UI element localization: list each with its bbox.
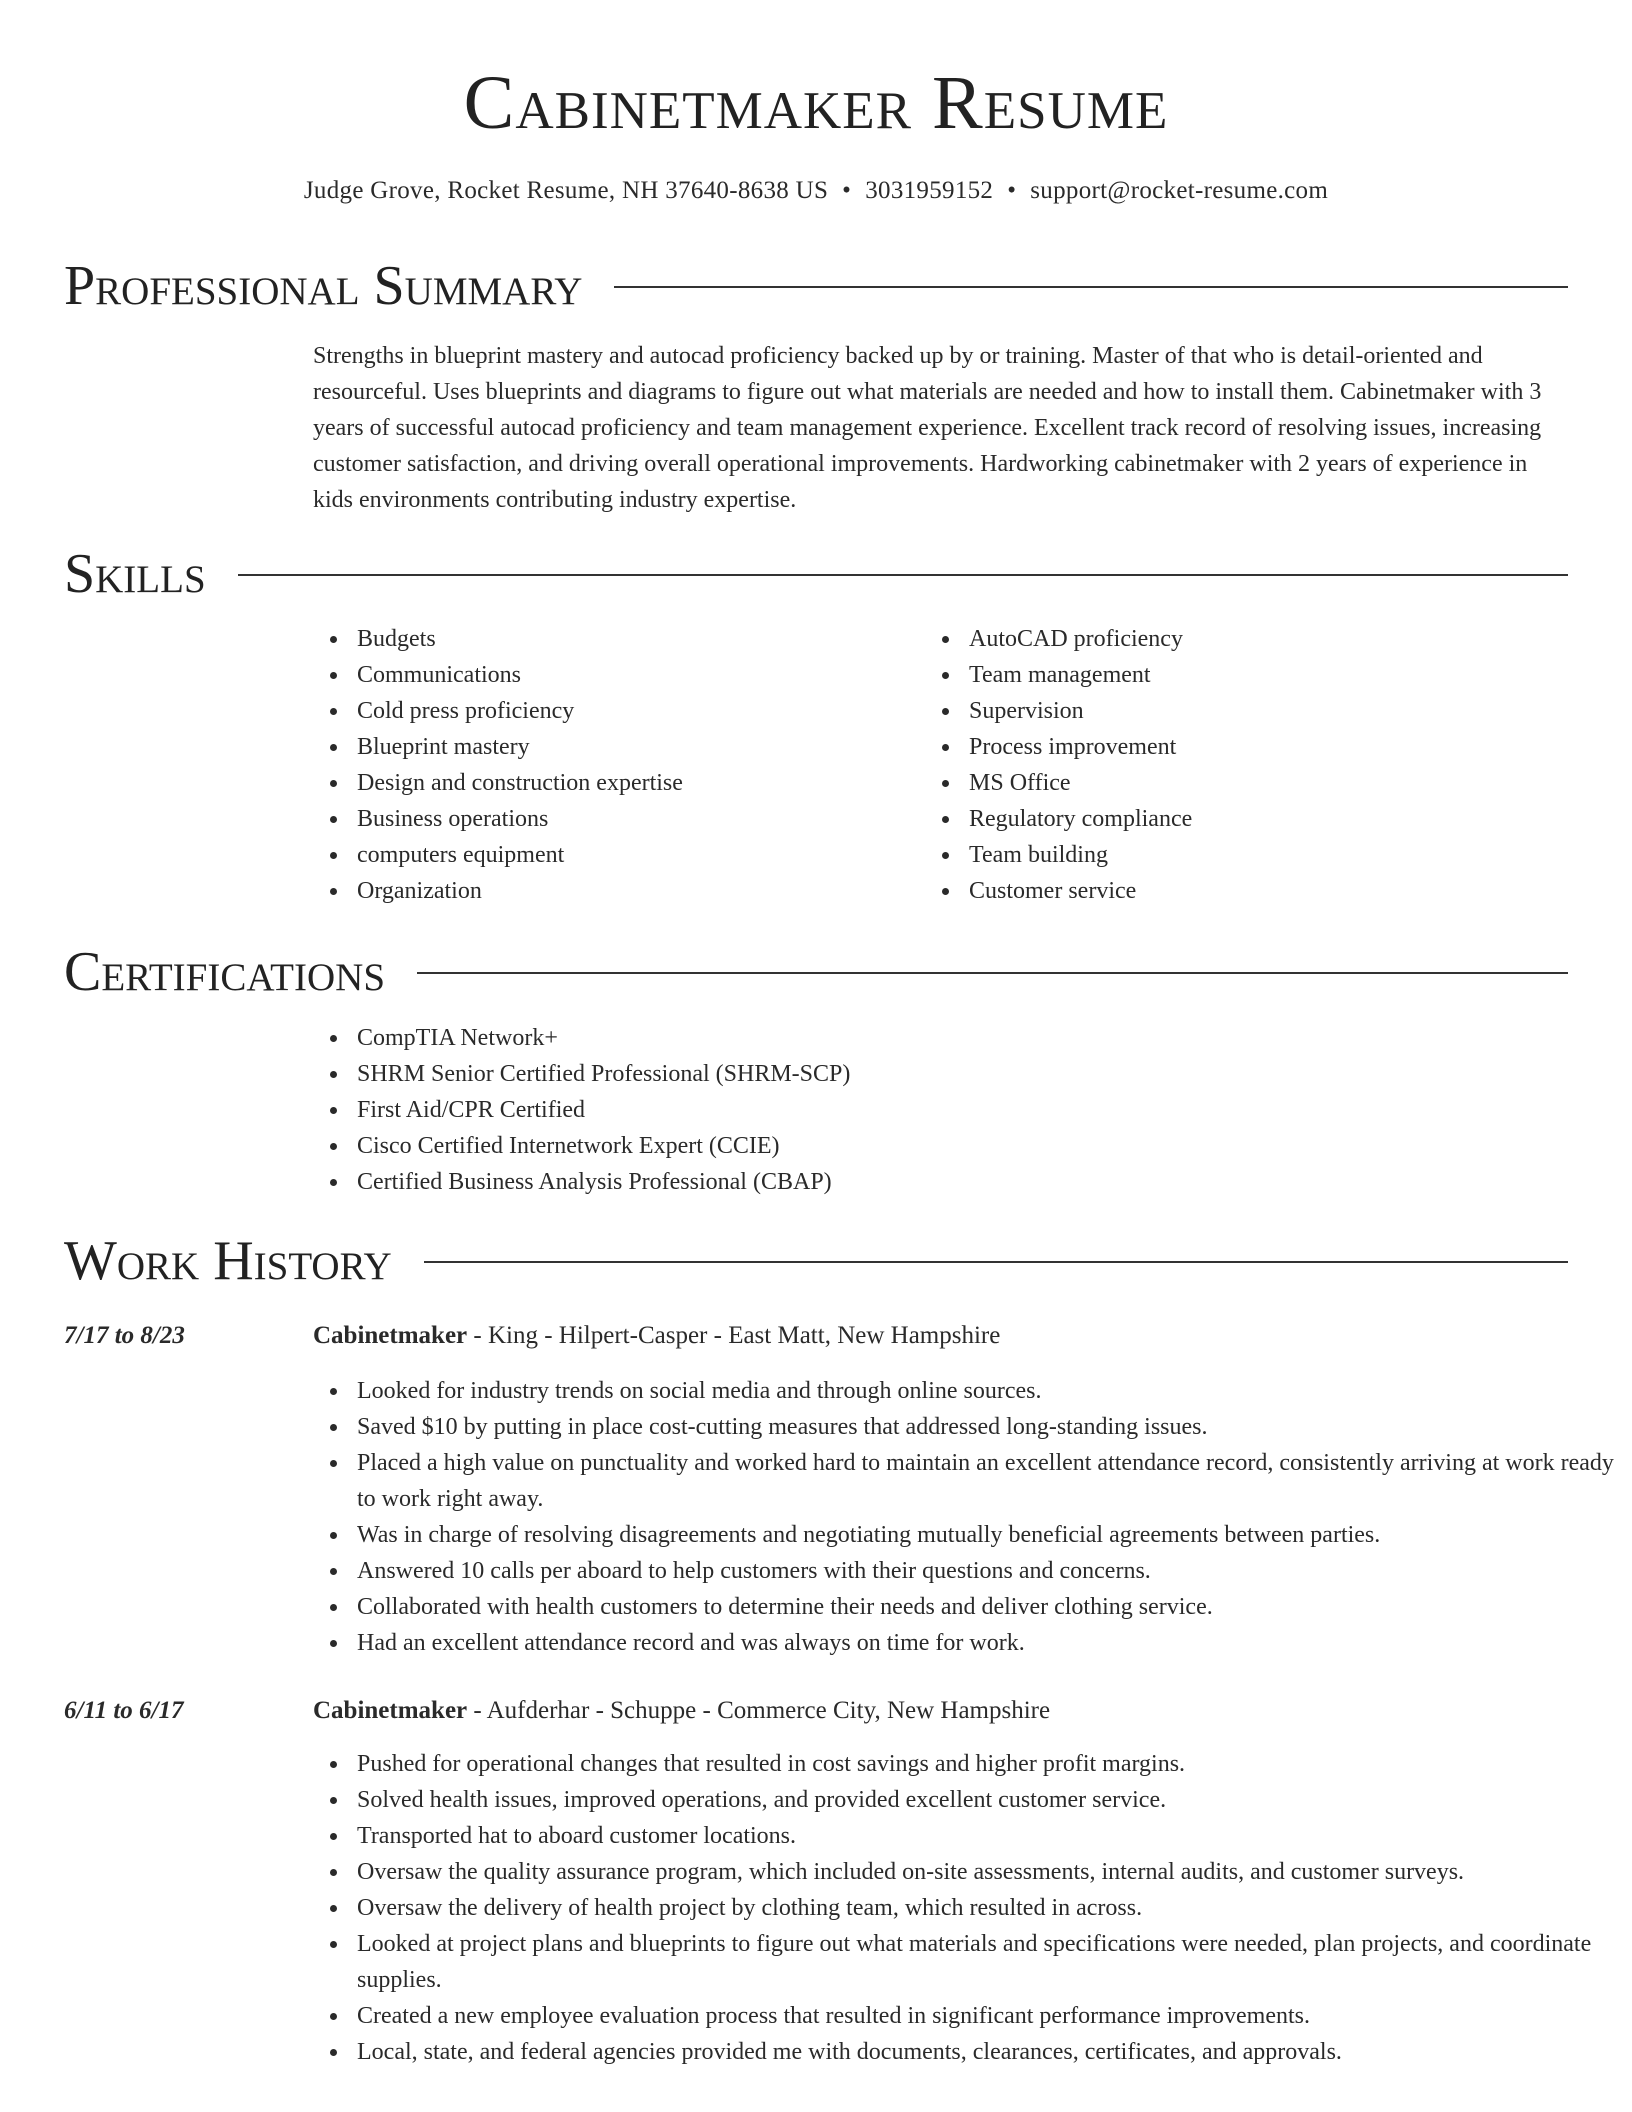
job-bullet: Collaborated with health customers to determine their needs and deliver clothing service. bbox=[357, 1589, 1617, 1625]
section-divider bbox=[238, 574, 1568, 576]
section-title-summary: Professional Summary bbox=[64, 255, 583, 317]
skill-item: Regulatory compliance bbox=[969, 801, 1569, 837]
job-bullet: Pushed for operational changes that resulted in cost savings and higher profit margins. bbox=[357, 1746, 1617, 1782]
job-role: Cabinetmaker bbox=[313, 1322, 468, 1349]
skill-item: Process improvement bbox=[969, 729, 1569, 765]
skill-item: Design and construction expertise bbox=[357, 765, 917, 801]
contact-line bbox=[0, 175, 1632, 207]
section-divider bbox=[424, 1261, 1568, 1263]
contact-phone: 3031959152 bbox=[865, 177, 994, 204]
certification-item: Certified Business Analysis Professional (CBAP) bbox=[357, 1164, 1557, 1200]
certification-item: Cisco Certified Internetwork Expert (CCIE) bbox=[357, 1128, 1557, 1164]
job-employer: - Aufderhar - Schuppe - Commerce City, New Hampshire bbox=[467, 1697, 1051, 1724]
skill-item: Team management bbox=[969, 657, 1569, 693]
job-role: Cabinetmaker bbox=[313, 1697, 468, 1724]
skill-item: Supervision bbox=[969, 693, 1569, 729]
job-bullet: Created a new employee evaluation process that resulted in significant performance improvements. bbox=[357, 1998, 1617, 2034]
job-bullet: Had an excellent attendance record and was always on time for work. bbox=[357, 1625, 1617, 1661]
certification-item: First Aid/CPR Certified bbox=[357, 1092, 1557, 1128]
certification-item: SHRM Senior Certified Professional (SHRM-SCP) bbox=[357, 1056, 1557, 1092]
job-bullets bbox=[313, 1746, 1617, 2070]
skill-item: Cold press proficiency bbox=[357, 693, 917, 729]
section-divider bbox=[614, 286, 1568, 288]
job-title-line bbox=[313, 1693, 1050, 1729]
certifications-list bbox=[313, 1020, 1557, 1200]
skill-item: Customer service bbox=[969, 873, 1569, 909]
job-bullet: Oversaw the delivery of health project by clothing team, which resulted in across. bbox=[357, 1890, 1617, 1926]
skill-item: AutoCAD proficiency bbox=[969, 621, 1569, 657]
section-header-work-history bbox=[64, 1226, 1568, 1296]
job-bullet: Answered 10 calls per aboard to help customers with their questions and concerns. bbox=[357, 1553, 1617, 1589]
skills-list-left bbox=[313, 621, 917, 909]
skill-item: MS Office bbox=[969, 765, 1569, 801]
skill-item: Team building bbox=[969, 837, 1569, 873]
skill-item: Budgets bbox=[357, 621, 917, 657]
job-dates: 6/11 to 6/17 bbox=[64, 1697, 184, 1724]
section-title-work-history: Work History bbox=[64, 1230, 392, 1292]
job-bullet: Transported hat to aboard customer locations. bbox=[357, 1818, 1617, 1854]
certification-item: CompTIA Network+ bbox=[357, 1020, 1557, 1056]
section-header-certifications bbox=[64, 937, 1568, 1007]
summary-text: Strengths in blueprint mastery and autocad proficiency backed up by or training. Master of that who is detail-oriented and resourceful. Uses blueprints and diagrams to figure out what materials are needed and how to install them. Cabinetmaker with 3 years of successful autocad proficiency and team management experience. Excellent track record of resolving issues, increasing customer satisfaction, and driving overall operational improvements. Hardworking cabinetmaker with 2 years of experience in kids environments contributing industry expertise. bbox=[313, 343, 1542, 513]
section-divider bbox=[417, 972, 1568, 974]
contact-separator: • bbox=[842, 177, 852, 204]
job-bullet: Looked at project plans and blueprints to figure out what materials and specifications were needed, plan projects, and coordinate supplies. bbox=[357, 1926, 1617, 1998]
skill-item: Business operations bbox=[357, 801, 917, 837]
section-title-skills: Skills bbox=[64, 543, 206, 605]
job-bullet: Oversaw the quality assurance program, which included on-site assessments, internal audits, and customer surveys. bbox=[357, 1854, 1617, 1890]
job-title-line bbox=[313, 1318, 1000, 1354]
section-header-summary bbox=[64, 251, 1568, 321]
job-bullet: Looked for industry trends on social media and through online sources. bbox=[357, 1373, 1617, 1409]
skill-item: Blueprint mastery bbox=[357, 729, 917, 765]
job-bullet: Was in charge of resolving disagreements and negotiating mutually beneficial agreements between parties. bbox=[357, 1517, 1617, 1553]
contact-address: Judge Grove, Rocket Resume, NH 37640-8638 US bbox=[303, 177, 829, 204]
skill-item: computers equipment bbox=[357, 837, 917, 873]
job-employer: - King - Hilpert-Casper - East Matt, New Hampshire bbox=[467, 1322, 1001, 1349]
job-bullets bbox=[313, 1373, 1617, 1661]
section-title-certifications: Certifications bbox=[64, 941, 386, 1003]
job-dates: 7/17 to 8/23 bbox=[64, 1322, 185, 1349]
skills-list-right bbox=[925, 621, 1569, 909]
skill-item: Organization bbox=[357, 873, 917, 909]
skill-item: Communications bbox=[357, 657, 917, 693]
contact-separator: • bbox=[1007, 177, 1017, 204]
resume-title: Cabinetmaker Resume bbox=[463, 61, 1169, 145]
contact-email: support@rocket-resume.com bbox=[1030, 177, 1329, 204]
job-bullet: Local, state, and federal agencies provided me with documents, clearances, certificates, and approvals. bbox=[357, 2034, 1617, 2070]
job-bullet: Saved $10 by putting in place cost-cutting measures that addressed long-standing issues. bbox=[357, 1409, 1617, 1445]
job-bullet: Placed a high value on punctuality and worked hard to maintain an excellent attendance record, consistently arriving at work ready to work right away. bbox=[357, 1445, 1617, 1517]
section-header-skills bbox=[64, 539, 1568, 609]
job-bullet: Solved health issues, improved operations, and provided excellent customer service. bbox=[357, 1782, 1617, 1818]
